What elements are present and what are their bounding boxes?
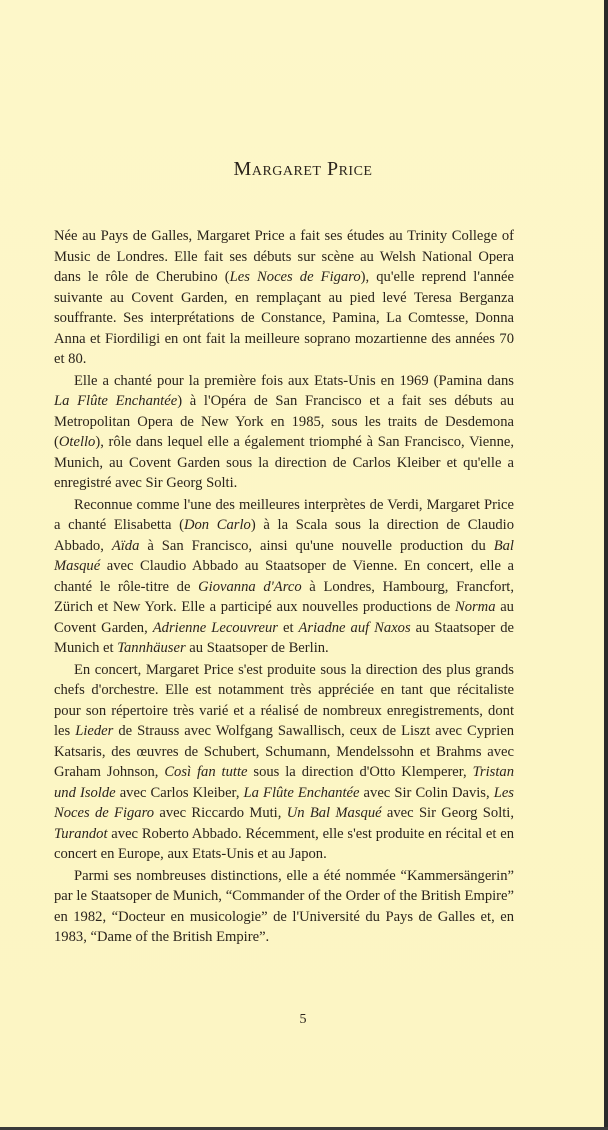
text-run: avec Sir Georg Solti, bbox=[381, 805, 515, 821]
text-run: avec Carlos Kleiber, bbox=[115, 784, 244, 801]
page-title: Margaret Price bbox=[233, 158, 373, 180]
text-run: Elle a chanté pour la première fois aux Etats-Unis en 1969 (Pamina dans bbox=[74, 372, 514, 389]
paragraph-1 bbox=[54, 226, 514, 370]
italic-title: Giovanna d'Arco bbox=[198, 578, 302, 595]
paragraph-4 bbox=[54, 660, 514, 865]
italic-title: Turandot bbox=[54, 825, 108, 842]
italic-title: Lieder bbox=[75, 723, 114, 739]
italic-title: Aïda bbox=[111, 537, 140, 554]
text-run: à Londres, Hambourg, Francfort, Zürich et New York. Elle a participé aux nouvelles productions de bbox=[54, 578, 515, 615]
paragraph-3 bbox=[54, 495, 514, 659]
paragraph-2 bbox=[54, 371, 514, 494]
italic-title: Adrienne Lecouvreur bbox=[152, 619, 278, 636]
text-run: Née au Pays de Galles, Margaret Price a fait ses études au Trinity College of Music de Londres. Elle fait ses débuts sur scène au Welsh National Opera dans le rôle de Cherubino ( bbox=[54, 228, 514, 285]
italic-title: Otello bbox=[58, 434, 96, 450]
text-run: avec Riccardo Muti, bbox=[154, 805, 287, 821]
italic-title: Les Noces de Figaro bbox=[54, 784, 514, 821]
text-run: au Staatsoper de Munich et bbox=[54, 619, 514, 656]
text-run: ) à l'Opéra de San Francisco et a fait ses débuts au Metropolitan Opera de New York en 1985, sous les traits de Desdemona ( bbox=[54, 393, 514, 450]
text-run: avec Sir Colin Davis, bbox=[359, 784, 494, 801]
text-run: ), rôle dans lequel elle a également triomphé à San Francisco, Vienne, Munich, au Covent Garden sous la direction de Carlos Kleiber et qu'elle a enregistré avec Sir Georg Solti. bbox=[54, 434, 514, 491]
biography-text bbox=[54, 226, 514, 948]
text-run: avec Roberto Abbado. Récemment, elle s'est produite en récital et en concert en Europe, aux Etats-Unis et au Japon. bbox=[54, 825, 514, 862]
text-run: sous la direction d'Otto Klemperer, bbox=[247, 764, 473, 780]
italic-title: Don Carlo bbox=[183, 517, 251, 533]
paragraph-5 bbox=[54, 866, 514, 948]
text-run: ), qu'elle reprend l'année suivante au Covent Garden, en remplaçant au pied levé Teresa Berganza souffrante. Ses interprétations de Constance, Pamina, La Comtesse, Donna Anna et Fiordiligi en ont fait la meilleure soprano mozartienne des années 70 et 80. bbox=[54, 269, 514, 367]
italic-title: Un Bal Masqué bbox=[286, 805, 382, 821]
italic-title: La Flûte Enchantée bbox=[54, 393, 178, 409]
italic-title: Tristan und Isolde bbox=[54, 764, 514, 801]
text-run: Reconnue comme l'une des meilleures interprètes de Verdi, Margaret Price a chanté Elisabetta ( bbox=[54, 496, 514, 533]
text-run: ) à la Scala sous la direction de Claudio Abbado, bbox=[54, 517, 515, 554]
text-run: au Staatsoper de Berlin. bbox=[185, 640, 329, 656]
italic-title: Bal Masqué bbox=[54, 537, 514, 574]
text-run: de Strauss avec Wolfgang Sawallisch, ceux de Liszt avec Cyprien Katsaris, des œuvres de Schubert, Schumann, Mendelssohn et Brahms avec Graham Johnson, bbox=[54, 723, 514, 780]
italic-title: Tannhäuser bbox=[117, 640, 186, 656]
text-run: au Covent Garden, bbox=[54, 599, 514, 636]
text-run: En concert, Margaret Price s'est produite sous la direction des plus grands chefs d'orchestre. Elle est notamment très appréciée en tant que récitaliste pour son répertoire très varié et a réalisé de nombreux enregistrements, dont les bbox=[54, 661, 514, 739]
page-number: 5 bbox=[299, 1012, 307, 1027]
italic-title: Così fan tutte bbox=[164, 764, 248, 780]
italic-title: La Flûte Enchantée bbox=[243, 784, 360, 801]
italic-title: Les Noces de Figaro bbox=[229, 269, 361, 285]
text-run: avec Claudio Abbado au Staatsoper de Vienne. En concert, elle a chanté le rôle-titre de bbox=[54, 558, 514, 595]
text-run: et bbox=[277, 619, 299, 636]
text-run: à San Francisco, ainsi qu'une nouvelle production du bbox=[139, 537, 494, 554]
italic-title: Norma bbox=[454, 599, 496, 615]
italic-title: Ariadne auf Naxos bbox=[298, 619, 411, 636]
text-run: Parmi ses nombreuses distinctions, elle a été nommée “Kammersängerin” par le Staatsoper de Munich, “Commander of the Order of the British Empire” en 1982, “Docteur en musicologie” de l'Université du Pays de Galles et, en 1983, “Dame of the British Empire”. bbox=[54, 867, 514, 945]
